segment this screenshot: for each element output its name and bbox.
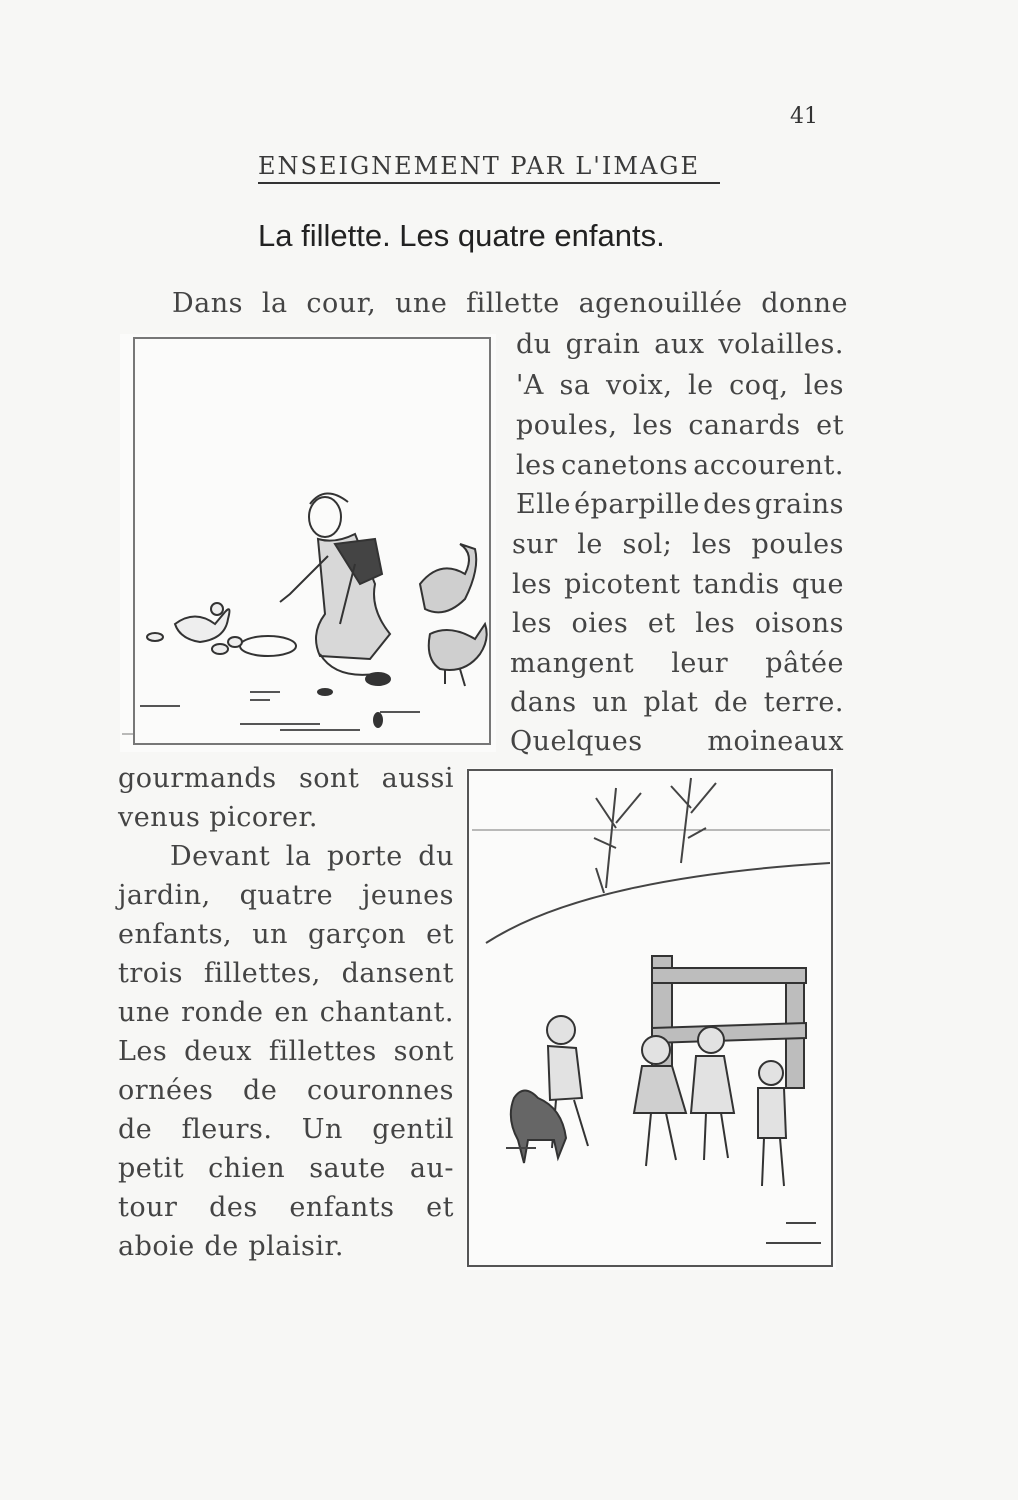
text-line: 'A sa voix, le coq, les [516, 370, 844, 401]
text-line: gourmands sont aussi [118, 763, 454, 794]
text-line: enfants, un garçon et [118, 919, 454, 950]
text-line: mangent leur pâtée [510, 648, 844, 679]
text-line: venus picorer. [118, 802, 318, 833]
text-line: sur le sol; les poules [512, 529, 844, 560]
text-line: tour des enfants et [118, 1192, 454, 1223]
text-line: une ronde en chantant. [118, 997, 454, 1028]
page-number: 41 [790, 104, 818, 129]
text-line: Devant la porte du [170, 841, 454, 872]
text-line: poules, les canards et [516, 410, 844, 441]
text-line: Dans la cour, une fillette agenouillée donne [172, 288, 848, 319]
text-line: les oies et les oisons [512, 608, 844, 639]
text-line: jardin, quatre jeunes [118, 880, 454, 911]
text-line: Les deux fillettes sont [118, 1036, 454, 1067]
text-line: Elle éparpille des grains [516, 489, 844, 520]
text-line: du grain aux volailles. [516, 329, 844, 360]
text-line: ornées de couronnes [118, 1075, 454, 1106]
text-line: les picotent tandis que [512, 569, 844, 600]
lesson-title: La fillette. Les quatre enfants. [258, 218, 665, 253]
text-line: les canetons accourent. [516, 450, 844, 481]
text-line: trois fillettes, dansent [118, 958, 454, 989]
section-header: ENSEIGNEMENT PAR L'IMAGE [258, 152, 700, 180]
text-line: aboie de plaisir. [118, 1231, 344, 1262]
text-line: dans un plat de terre. [510, 687, 844, 718]
text-line: petit chien saute au- [118, 1153, 454, 1184]
text-line: de fleurs. Un gentil [118, 1114, 454, 1145]
illustration-children-dancing [466, 768, 836, 1270]
text-line: Quelques moineaux [510, 726, 844, 757]
illustration-girl-feeding-poultry [120, 334, 496, 752]
header-rule [258, 182, 720, 184]
